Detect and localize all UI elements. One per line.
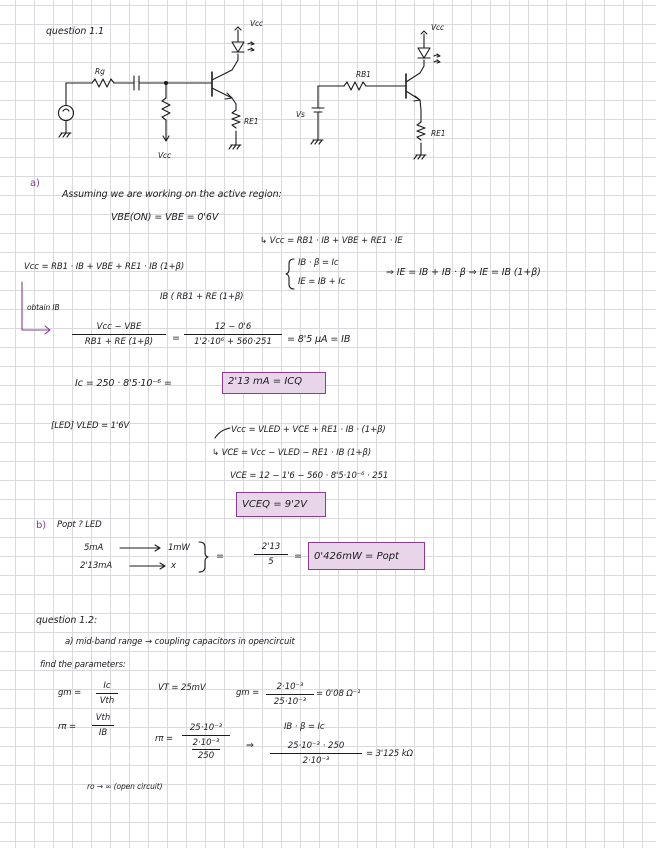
- obtain-ib-note: obtain IB: [27, 303, 60, 312]
- part-a-label: a): [30, 178, 40, 189]
- rg-label: Rg: [95, 67, 105, 76]
- equals-sign-b: =: [216, 551, 224, 562]
- popt-result-box: 0'426mW = Popt: [308, 542, 425, 570]
- kvl-equation-5: VCE = 12 − 1'6 − 560 · 8'5·10⁻⁶ · 251: [230, 471, 389, 481]
- led-icon: [232, 42, 244, 52]
- rule-row1-right: 1mW: [168, 543, 190, 553]
- ro-note: ro → ∞ (open circuit): [87, 782, 163, 791]
- ib-value-denominator: 1'2·10⁶ + 560·251: [194, 337, 272, 347]
- vcc-right-label: Vcc: [431, 23, 445, 32]
- vs-label: Vs: [296, 110, 305, 119]
- gm2-label: gm =: [236, 688, 260, 698]
- vt-value: VT = 25mV: [158, 683, 206, 693]
- led-icon-right: [418, 48, 430, 58]
- ib-value-fraction: [184, 322, 282, 347]
- re1-label: RE1: [244, 117, 259, 126]
- vceq-result-box: VCEQ = 9'2V: [236, 492, 326, 517]
- vbe-on-equation: VBE(ON) = VBE = 0'6V: [111, 212, 219, 223]
- right-circuit: [311, 31, 440, 159]
- gm-denominator: Vth: [99, 696, 115, 706]
- assumption-text: Assuming we are working on the active region:: [62, 189, 282, 200]
- rule-row2-left: 2'13mA: [80, 561, 113, 571]
- vcc-label: Vcc: [250, 19, 264, 28]
- popt-denominator: 5: [268, 557, 274, 567]
- voltage-source-icon: [59, 106, 74, 121]
- ib-beta-relation: IB · β = Ic: [284, 722, 325, 732]
- re1-resistor-right: [417, 122, 425, 140]
- part-b-label: b): [36, 520, 47, 531]
- equals-sign-b2: =: [294, 551, 302, 562]
- find-parameters: find the parameters:: [40, 660, 126, 670]
- left-circuit: [59, 27, 255, 149]
- popt-numerator: 2'13: [261, 542, 281, 552]
- rpi-fraction: [92, 713, 114, 738]
- question-1-1-title: question 1.1: [46, 26, 104, 37]
- gm2-result: = 0'08 Ω⁻¹: [316, 689, 361, 699]
- rpi2-label: rπ =: [155, 734, 174, 744]
- rpi2-fraction: [182, 723, 230, 761]
- icq-result-box: 2'13 mA = ICQ: [222, 372, 326, 394]
- rpi3-result: = 3'125 kΩ: [366, 749, 413, 759]
- system-eq-1: IB · β = Ic: [298, 258, 339, 268]
- gm2-denominator: 25·10⁻³: [273, 697, 307, 707]
- ib-formula-fraction: [72, 322, 166, 347]
- gm-numerator: Ic: [103, 681, 111, 691]
- gm-label: gm =: [58, 688, 82, 698]
- rpi3-denominator: 2·10⁻³: [302, 756, 330, 766]
- system-brace: [286, 259, 294, 289]
- ib-formula-denominator: RB1 + RE (1+β): [84, 337, 154, 347]
- rg-resistor: [92, 79, 114, 87]
- kvl-equation-1: ↳ Vcc = RB1 · IB + VBE + RE1 · IE: [260, 236, 403, 246]
- kvl-equation-3: Vcc = VLED + VCE + RE1 · IB · (1+β): [231, 425, 386, 435]
- system-eq-2: IE = IB + Ic: [298, 277, 346, 287]
- re1-resistor: [232, 110, 240, 128]
- ib-formula-numerator: Vcc − VBE: [96, 322, 142, 332]
- mid-band-note: a) mid-band range → coupling capacitors in opencircuit: [65, 637, 295, 647]
- rule-row1-left: 5mA: [84, 543, 104, 553]
- vled-note: [LED] VLED = 1'6V: [51, 421, 130, 431]
- rpi3-fraction: [270, 741, 362, 766]
- rule-row2-right: x: [171, 561, 176, 571]
- rb1-resistor: [344, 82, 366, 90]
- implies-arrow: ⇒: [246, 740, 254, 751]
- popt-fraction: [254, 542, 288, 567]
- kvl-equation-4: ↳ VCE = Vcc − VLED − RE1 · IB (1+β): [212, 448, 372, 458]
- question-1-2-title: question 1.2:: [36, 615, 98, 626]
- ic-equation: Ic = 250 · 8'5·10⁻⁶ =: [75, 378, 172, 389]
- re1-right-label: RE1: [431, 129, 446, 138]
- rpi2-denominator-top: 2·10⁻³: [192, 738, 220, 748]
- popt-question: Popt ? LED: [57, 520, 102, 530]
- ib-factor: IB ( RB1 + RE (1+β): [160, 292, 244, 302]
- ib-result: = 8'5 µA = IB: [287, 334, 351, 345]
- rpi2-numerator: 25·10⁻³: [189, 723, 223, 733]
- rpi-numerator: Vth: [95, 713, 111, 723]
- rpi-denominator: IB: [98, 728, 108, 738]
- gm-fraction: [96, 681, 118, 706]
- ie-relation: ⇒ IE = IB + IB · β ⇒ IE = IB (1+β): [386, 267, 541, 278]
- rpi3-numerator: 25·10⁻³ · 250: [287, 741, 345, 751]
- equals-sign: =: [172, 333, 180, 344]
- rb1-label: RB1: [356, 70, 371, 79]
- gm2-fraction: [266, 682, 314, 707]
- ib-value-numerator: 12 − 0'6: [214, 322, 252, 332]
- kvl-equation-2: Vcc = RB1 · IB + VBE + RE1 · IB (1+β): [24, 262, 185, 272]
- vcc-bottom-label: Vcc: [158, 151, 172, 160]
- rpi-label: rπ =: [58, 722, 77, 732]
- rpi2-denominator-bottom: 250: [197, 751, 215, 761]
- rule-of-three-brace: [199, 542, 208, 572]
- gm2-numerator: 2·10⁻³: [276, 682, 304, 692]
